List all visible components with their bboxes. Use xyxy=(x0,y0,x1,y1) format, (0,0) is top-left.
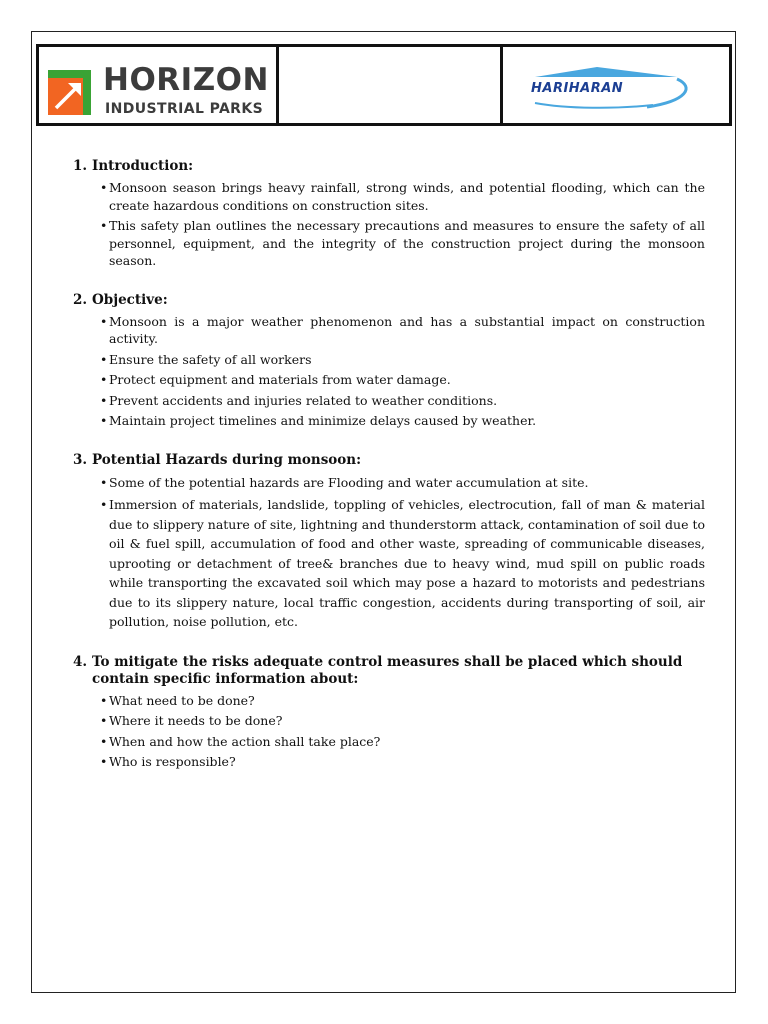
horizon-logo-icon xyxy=(48,70,91,115)
bullet-icon: • xyxy=(100,713,108,728)
section-number: 4. xyxy=(73,653,88,670)
section-title: To mitigate the risks adequate control measures shall be placed which should contain specific information about: xyxy=(92,653,683,687)
list-item: • Protect equipment and materials from water damage. xyxy=(100,372,451,387)
list-item: • Where it needs to be done? xyxy=(100,713,283,728)
list-item: • Immersion of materials, landslide, toppling of vehicles, electrocution, fall of man & material due to slippery nature of site, lightning and thunderstorm attack, contamination of soil due to oil & fuel spill, accumulation of food and other waste, spreading of communicable diseases, uprooting or detachment of tree& branches due to heavy wind, mud spill on public roads while transporting the excavated soil which may pose a hazard to motorists and pedestrians due to its slippery nature, local traffic congestion, accidents during transporting of soil, air pollution, noise pollution, etc. xyxy=(100,497,705,629)
header-right-cell xyxy=(503,47,729,123)
list-item: • Some of the potential hazards are Flooding and water accumulation at site. xyxy=(101,473,705,493)
bullet-list xyxy=(73,473,705,632)
section-number: 2. xyxy=(73,291,88,308)
section-title: Potential Hazards during monsoon: xyxy=(92,451,362,468)
bullet-icon: • xyxy=(100,392,108,408)
bullet-icon: • xyxy=(100,692,108,708)
bullet-list xyxy=(73,692,705,771)
section-control-measures xyxy=(73,654,705,771)
bullet-icon: • xyxy=(100,180,108,195)
bullet-icon: • xyxy=(100,413,108,428)
list-item: • Who is responsible? xyxy=(100,754,236,769)
bullet-list xyxy=(73,313,705,430)
section-heading xyxy=(73,158,705,175)
list-item: • This safety plan outlines the necessary precautions and measures to ensure the safety of all personnel, equipment, and the integrity of the construction project during the monsoon season. xyxy=(100,218,705,268)
header-left-cell xyxy=(39,47,279,123)
bullet-icon: • xyxy=(100,497,108,512)
section-title: Introduction: xyxy=(92,158,194,174)
horizon-logo-subtitle: INDUSTRIAL PARKS xyxy=(105,101,264,117)
list-item: • What need to be done? xyxy=(100,692,255,708)
bullet-icon: • xyxy=(100,474,108,490)
list-item: • Prevent accidents and injuries related to weather conditions. xyxy=(100,392,498,408)
section-title: Objective: xyxy=(92,291,168,308)
bullet-list xyxy=(73,179,705,270)
bullet-icon: • xyxy=(100,351,108,367)
horizon-logo-name: HORIZON xyxy=(103,62,269,98)
section-heading xyxy=(73,654,705,688)
list-item: • Ensure the safety of all workers xyxy=(100,351,312,367)
bullet-icon: • xyxy=(100,733,108,749)
bullet-icon: • xyxy=(100,313,108,329)
hariharan-logo-name: HARIHARAN xyxy=(531,81,624,96)
bullet-icon: • xyxy=(100,754,108,769)
list-item: • Monsoon is a major weather phenomenon and has a substantial impact on construction activity. xyxy=(100,313,705,346)
section-number: 1. xyxy=(73,158,88,174)
document-body xyxy=(73,158,705,793)
section-heading xyxy=(73,452,705,469)
header-middle-cell xyxy=(279,47,503,123)
section-heading xyxy=(73,292,705,309)
section-number: 3. xyxy=(73,451,88,468)
section-potential-hazards xyxy=(73,452,705,632)
list-item: • When and how the action shall take place? xyxy=(100,733,381,749)
document-header xyxy=(36,44,732,126)
section-objective xyxy=(73,292,705,430)
bullet-icon: • xyxy=(100,218,108,233)
section-introduction xyxy=(73,158,705,270)
list-item: • Maintain project timelines and minimize delays caused by weather. xyxy=(100,413,537,428)
bullet-icon: • xyxy=(100,372,108,387)
list-item: • Monsoon season brings heavy rainfall, strong winds, and potential flooding, which can the create hazardous conditions on construction sites. xyxy=(100,180,705,213)
